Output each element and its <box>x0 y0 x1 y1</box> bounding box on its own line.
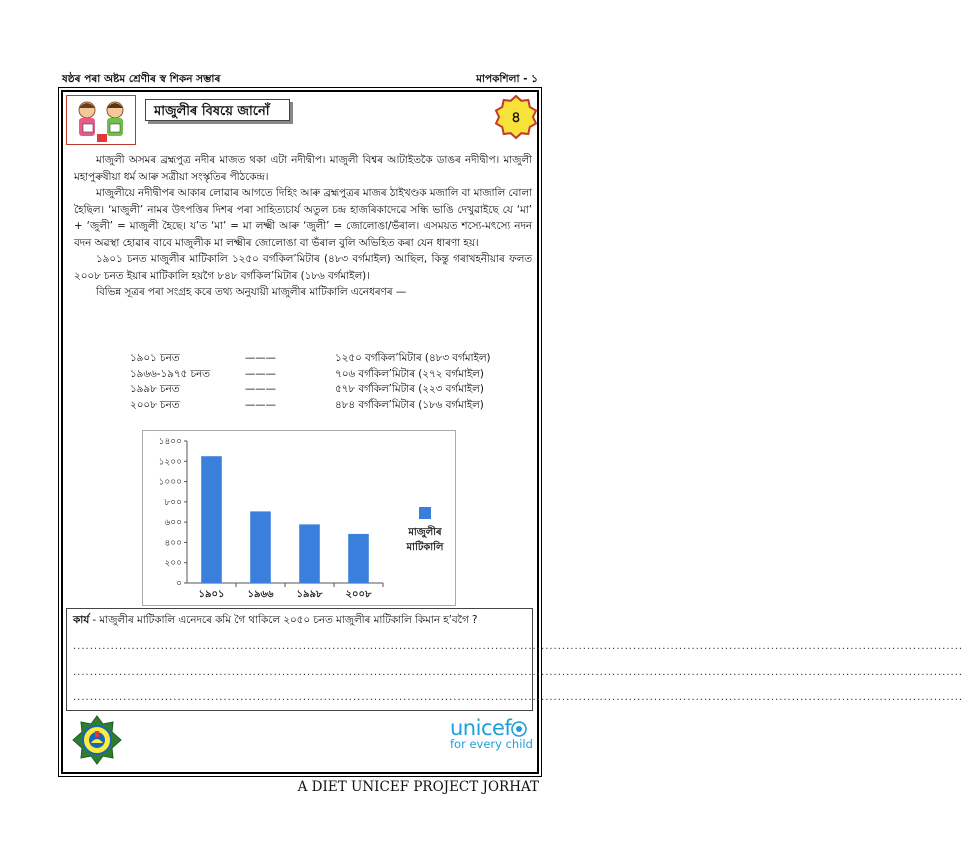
unicef-logo <box>450 716 534 751</box>
x-tick-label: ১৯৯৮ <box>296 589 323 600</box>
y-tick-label: ৪০০ <box>164 538 182 549</box>
legend-label: মাটিকালি <box>406 542 444 553</box>
y-tick-label: ৮০০ <box>164 497 182 508</box>
year-area: ৫৭৮ বৰ্গকিল’মিটাৰ (২২৩ বৰ্গমাইল) <box>335 383 484 395</box>
chart-canvas <box>143 431 457 607</box>
bar-4 <box>348 534 369 583</box>
year-dash: ——— <box>245 383 276 395</box>
bar-3 <box>299 524 320 583</box>
y-tick-label: ১৪০০ <box>158 437 182 447</box>
year-label: ১৯৯৮ চনত <box>130 383 180 395</box>
area-by-year-list <box>130 351 530 413</box>
activity-question <box>73 613 477 630</box>
activity-label: কাৰ্য <box>73 614 90 626</box>
y-tick-label: ২০০ <box>164 558 182 569</box>
legend-swatch <box>419 507 431 519</box>
area-bar-chart <box>142 430 456 606</box>
year-dash: ——— <box>245 352 276 364</box>
x-tick-label: ১৯৬৬ <box>247 589 274 600</box>
unicef-name-text: unicef <box>450 716 512 740</box>
year-area: ৪৮৪ বৰ্গকিল’মিটাৰ (১৮৬ বৰ্গমাইল) <box>335 398 484 411</box>
activity-box <box>66 608 963 711</box>
year-row <box>130 367 530 383</box>
bar-2 <box>250 511 271 583</box>
y-tick-label: ১০০০ <box>158 477 182 488</box>
paragraph-name-origin: মাজুলীয়ে নদীদ্বীপৰ আকাৰ লোৱাৰ আগতে দিহিং আৰু ব্ৰহ্মপুত্ৰৰ মাজৰ ঠাইখণ্ডক মজালি বা মাজালি বোলা হৈছিল। ‘মাজুলী’ নামৰ উৎপত্তিৰ দিশৰ পৰা সাহিত্যচাৰ্য অতুল চন্দ্ৰ হাজৰিকাদেৱে সন্ধি ভাঙি দেখুৱাইছে যে ‘মা’ + ‘জুলী’ = মাজুলী হৈছে। য’ত ‘মা’ = মা লক্ষ্মী আৰু ‘জুলী’ = জোলোঙা/ভঁৰাল। এসময়ত শস্যে-মৎস্যে নদন বদন অৱস্থা হোৱাৰ বাবে মাজুলীক মা লক্ষ্মীৰ জোলোঙা বা ভঁৰাল বুলি অভিহিত কৰা যেন ধাৰণা হয়। <box>74 187 532 249</box>
unicef-tagline: for every child <box>450 737 533 751</box>
paragraph-area-change: ১৯০১ চনত মাজুলীৰ মাটিকালি ১২৫০ বৰ্গকিল’মিটাৰ (৪৮৩ বৰ্গমাইল) আছিল, কিন্তু গৰাখহনীয়াৰ ফলত ২০০৮ চনত ইয়াৰ মাটিকালি হয়গৈ ৮৪৮ বৰ্গকিল’মিটাৰ (১৮৬ বৰ্গমাইল)। <box>74 253 532 282</box>
year-dash: ——— <box>245 367 276 380</box>
answer-line[interactable]: ..................................................................................................................................................................................................................... <box>73 641 963 652</box>
y-tick-label: ১২০০ <box>158 457 182 468</box>
answer-line[interactable]: ..................................................................................................................................................................................................................... <box>73 692 963 703</box>
lesson-number-badge <box>494 95 538 139</box>
year-area: ১২৫০ বৰ্গকিল’মিটাৰ (৪৮৩ বৰ্গমাইল) <box>335 352 491 364</box>
paragraph-sources: বিভিন্ন সূত্ৰৰ পৰা সংগ্ৰহ কৰে তথ্য অনুযায়ী মাজুলীৰ মাটিকালি এনেধৰণৰ — <box>96 286 407 298</box>
paragraph-intro: মাজুলী অসমৰ ব্ৰহ্মপুত্ৰ নদীৰ মাজত থকা এটা নদীদ্বীপ। মাজুলী বিশ্বৰ আটাইতকৈ ডাঙৰ নদীদ্বীপ। মাজুলী মহাপুৰুষীয়া ধৰ্ম আৰু সত্ৰীয়া সংস্কৃতিৰ পীঠকেন্দ্ৰ। <box>74 154 532 183</box>
year-row <box>130 398 530 414</box>
children-illustration <box>66 95 136 145</box>
activity-question-text: - মাজুলীৰ মাটিকালি এনেদৰে কমি গৈ থাকিলে ২০৫০ চনত মাজুলীৰ মাটিকালি কিমান হ’বগৈ ? <box>89 614 478 626</box>
header-unit-title: মাপকশিলা - ১ <box>476 73 538 85</box>
y-tick-label: ৬০০ <box>164 518 182 529</box>
year-label: ২০০৮ চনত <box>130 398 180 411</box>
x-tick-label: ২০০৮ <box>345 589 372 600</box>
lesson-number: ৪ <box>511 108 521 126</box>
year-area: ৭০৬ বৰ্গকিল’মিটাৰ (২৭২ বৰ্গমাইল) <box>335 367 484 380</box>
unicef-globe-icon <box>511 721 527 737</box>
x-tick-label: ১৯০১ <box>198 589 225 600</box>
year-label: ১৯৬৬-১৯৭৫ চনত <box>130 367 210 380</box>
answer-line[interactable]: ..................................................................................................................................................................................................................... <box>73 667 963 678</box>
footer-project-name: A DIET UNICEF PROJECT JORHAT <box>297 779 539 795</box>
year-dash: ——— <box>245 398 276 411</box>
lesson-title: মাজুলীৰ বিষয়ে জানোঁ <box>145 99 290 121</box>
year-label: ১৯০১ চনত <box>130 352 180 364</box>
year-row <box>130 351 530 367</box>
diet-emblem-logo <box>72 715 122 765</box>
bar-1 <box>201 456 222 583</box>
y-tick-label: ০ <box>176 579 182 589</box>
year-row <box>130 382 530 398</box>
lesson-text <box>74 152 532 301</box>
legend-label: মাজুলীৰ <box>408 527 442 538</box>
header-series-title: ষষ্ঠৰ পৰা অষ্টম শ্ৰেণীৰ স্ব শিকন সম্ভাৰ <box>62 73 221 85</box>
